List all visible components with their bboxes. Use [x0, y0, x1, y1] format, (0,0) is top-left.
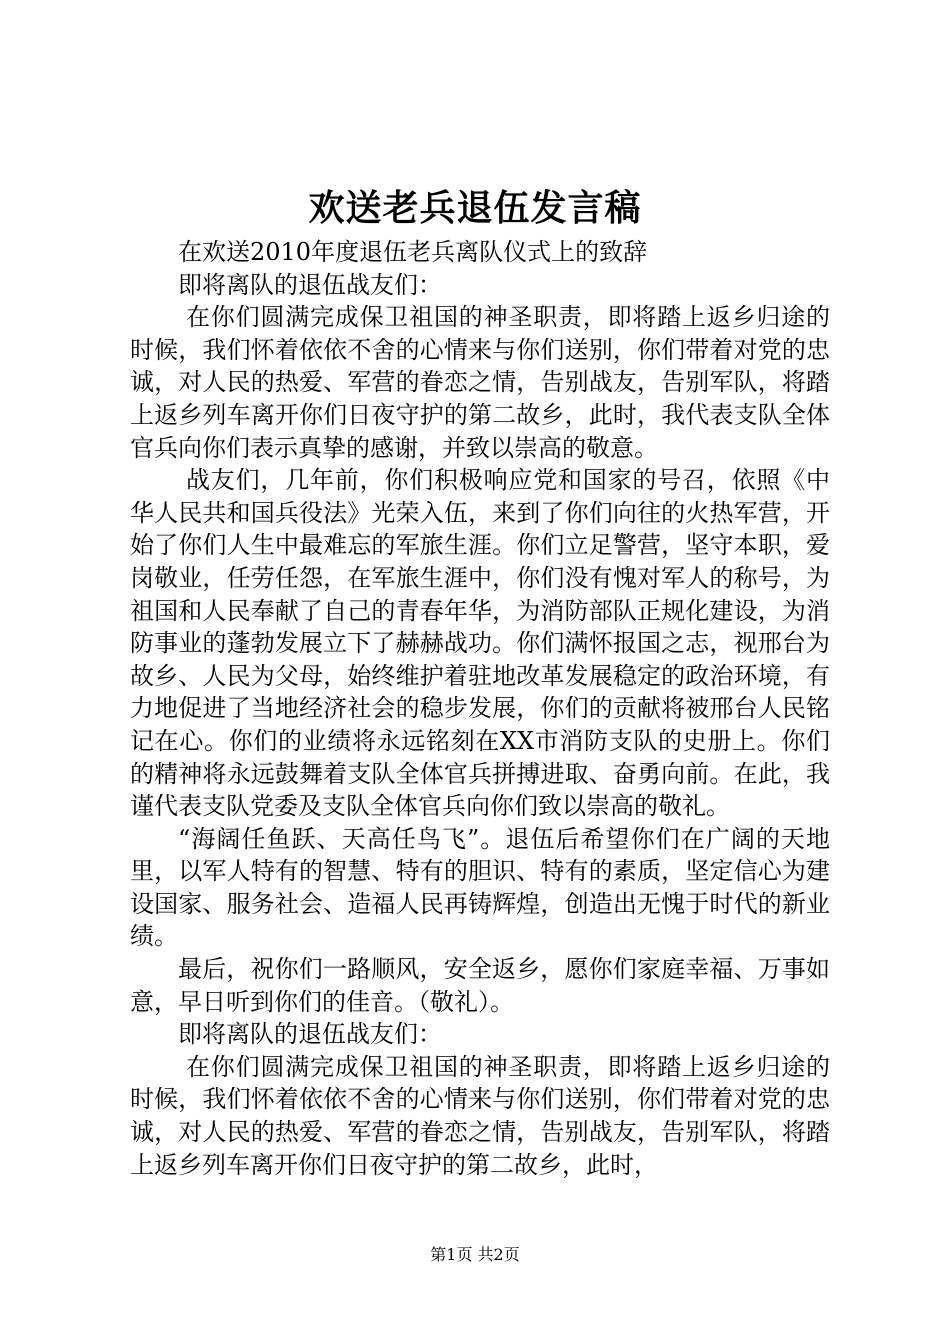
paragraph-salutation: 即将离队的退伍战友们：: [178, 270, 442, 299]
paragraph-subtitle: 在欢送2010年度退伍老兵离队仪式上的致辞: [178, 238, 648, 266]
page-number-footer: 第1页 共2页: [430, 1245, 520, 1264]
paragraph-salutation-repeat: 即将离队的退伍战友们：: [178, 1020, 442, 1049]
paragraph-closing-wishes: 最后，祝你们一路顺风，安全返乡，愿你们家庭幸福、万事如意，早日听到你们的佳音。（敬礼）。: [130, 955, 830, 1016]
document-body: [130, 236, 830, 1181]
paragraph-hopes: “海阔任鱼跃、天高任鸟飞”。退伍后希望你们在广阔的天地里，以军人特有的智慧、特有的胆识、特有的素质，坚定信心为建设国家、服务社会、造福人民再铸辉煌，创造出无愧于时代的新业绩。: [130, 824, 830, 951]
document-title: 欢送老兵退伍发言稿: [308, 187, 642, 229]
paragraph-farewell-opening: 在你们圆满完成保卫祖国的神圣职责，即将踏上返乡归途的时候，我们怀着依依不舍的心情来与你们送别，你们带着对党的忠诚，对人民的热爱、军营的眷恋之情，告别战友，告别军队，将踏上返乡列车离开你们日夜守护的第二故乡，此时，我代表支队全体官兵向你们表示真挚的感谢，并致以崇高的敬意。: [130, 303, 830, 462]
paragraph-farewell-opening-repeat: 在你们圆满完成保卫祖国的神圣职责，即将踏上返乡归途的时候，我们怀着依依不舍的心情来与你们送别，你们带着对党的忠诚，对人民的热爱、军营的眷恋之情，告别战友，告别军队，将踏上返乡列车离开你们日夜守护的第二故乡，此时，: [130, 1052, 830, 1179]
paragraph-service-record: 战友们，几年前，你们积极响应党和国家的号召，依照《中华人民共和国兵役法》光荣入伍，来到了你们向往的火热军营，开始了你们人生中最难忘的军旅生涯。你们立足警营，坚守本职，爱岗敬业，任劳任怨，在军旅生涯中，你们没有愧对军人的称号，为祖国和人民奉献了自己的青春年华，为消防部队正规化建设，为消防事业的蓬勃发展立下了赫赫战功。你们满怀报国之志，视邢台为故乡、人民为父母，始终维护着驻地改革发展稳定的政治环境，有力地促进了当地经济社会的稳步发展，你们的贡献将被邢台人民铭记在心。你们的业绩将永远铭刻在XX市消防支队的史册上。你们的精神将永远鼓舞着支队全体官兵拼搏进取、奋勇向前。在此，我谨代表支队党委及支队全体官兵向你们致以崇高的敬礼。: [130, 466, 830, 821]
